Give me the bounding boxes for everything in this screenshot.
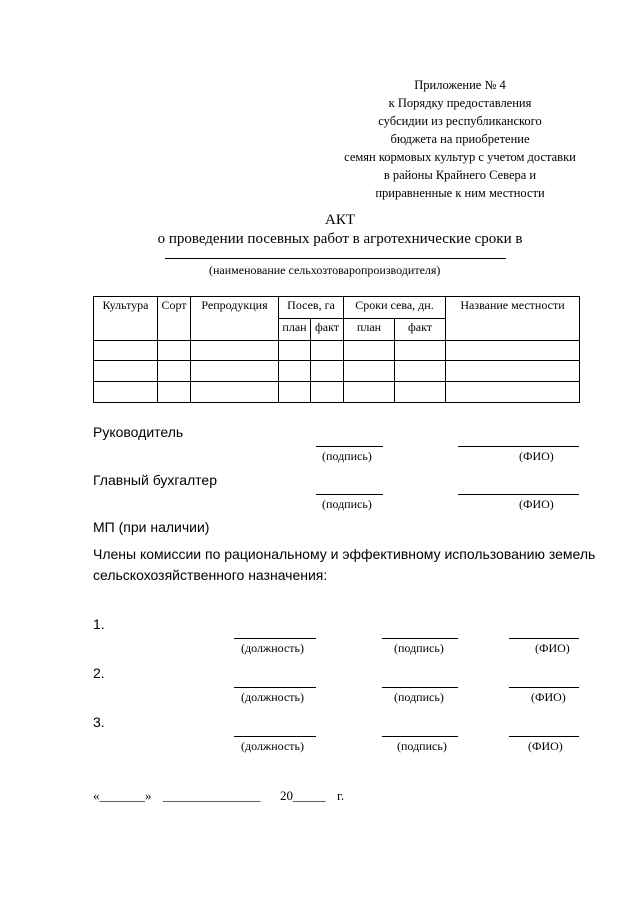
member-number: 3. (93, 714, 105, 730)
accountant-name-caption: (ФИО) (519, 497, 554, 511)
table-cell[interactable] (191, 382, 279, 403)
member-name-line[interactable] (509, 687, 579, 688)
table-cell[interactable] (279, 361, 311, 382)
act-subtitle: о проведении посевных работ в агротехнические сроки в (157, 231, 523, 247)
table-cell[interactable] (311, 361, 344, 382)
table-cell[interactable] (191, 341, 279, 361)
table-cell[interactable] (395, 341, 446, 361)
table-cell[interactable] (344, 382, 395, 403)
producer-caption: (наименование сельхозтоваропроизводителя) (209, 263, 441, 277)
appendix-block (320, 76, 600, 202)
table-cell[interactable] (158, 361, 191, 382)
table-cell[interactable] (158, 341, 191, 361)
member-signature-line[interactable] (382, 736, 458, 737)
member-signature-caption: (подпись) (394, 641, 444, 655)
date-suffix: г. (337, 788, 345, 803)
table-cell[interactable] (279, 382, 311, 403)
head-name-line[interactable] (458, 446, 579, 447)
appendix-line: семян кормовых культур с учетом доставки (344, 150, 576, 164)
date-month[interactable]: _______________ (163, 788, 261, 803)
member-position-line[interactable] (234, 736, 316, 737)
table-cell[interactable] (94, 341, 158, 361)
member-name-caption: (ФИО) (531, 690, 566, 704)
table-cell[interactable] (311, 341, 344, 361)
col-header-terms: Сроки сева, дн. (344, 297, 446, 319)
member-number: 1. (93, 616, 105, 632)
date-year[interactable]: 20_____ (280, 788, 326, 803)
sowing-table (93, 296, 580, 403)
table-row (94, 361, 580, 382)
subheader-fact: факт (311, 319, 344, 341)
accountant-signature-caption: (подпись) (322, 497, 372, 511)
member-name-caption: (ФИО) (535, 641, 570, 655)
member-position-line[interactable] (234, 687, 316, 688)
member-signature-line[interactable] (382, 638, 458, 639)
member-position-caption: (должность) (241, 739, 304, 753)
table-cell[interactable] (158, 382, 191, 403)
table-cell[interactable] (446, 382, 580, 403)
table-cell[interactable] (344, 361, 395, 382)
member-name-line[interactable] (509, 638, 579, 639)
col-header-culture: Культура (94, 297, 158, 341)
appendix-line: в районы Крайнего Севера и (383, 168, 537, 182)
stamp-label: МП (при наличии) (93, 519, 210, 535)
table-cell[interactable] (94, 361, 158, 382)
commission-heading-line2: сельскохозяйственного назначения: (93, 567, 328, 583)
member-name-line[interactable] (509, 736, 579, 737)
member-number: 2. (93, 665, 105, 681)
commission-heading-line1: Члены комиссии по рациональному и эффективному использованию земель (93, 546, 596, 562)
member-position-caption: (должность) (241, 690, 304, 704)
head-name-caption: (ФИО) (519, 449, 554, 463)
act-title: АКТ (325, 212, 355, 228)
member-signature-caption: (подпись) (394, 690, 444, 704)
head-label: Руководитель (93, 424, 184, 440)
appendix-line: Приложение № 4 (414, 78, 506, 92)
table-cell[interactable] (94, 382, 158, 403)
member-position-line[interactable] (234, 638, 316, 639)
appendix-line: приравненные к ним местности (375, 186, 545, 200)
accountant-label: Главный бухгалтер (93, 472, 217, 488)
table-cell[interactable] (279, 341, 311, 361)
col-header-sowing: Посев, га (279, 297, 344, 319)
col-header-reproduction: Репродукция (191, 297, 279, 341)
head-signature-caption: (подпись) (322, 449, 372, 463)
table-row (94, 382, 580, 403)
table-cell[interactable] (191, 361, 279, 382)
head-signature-line[interactable] (316, 446, 383, 447)
table-cell[interactable] (395, 382, 446, 403)
appendix-line: бюджета на приобретение (390, 132, 530, 146)
member-name-caption: (ФИО) (528, 739, 563, 753)
member-signature-caption: (подпись) (397, 739, 447, 753)
member-position-caption: (должность) (241, 641, 304, 655)
table-cell[interactable] (395, 361, 446, 382)
table-cell[interactable] (311, 382, 344, 403)
subheader-plan: план (279, 319, 311, 341)
accountant-name-line[interactable] (458, 494, 579, 495)
table-row (94, 341, 580, 361)
table-cell[interactable] (446, 361, 580, 382)
col-header-location: Название местности (446, 297, 580, 341)
date-day[interactable]: «_______» (93, 788, 152, 803)
producer-name-line[interactable] (165, 258, 506, 259)
table-cell[interactable] (344, 341, 395, 361)
subheader-plan: план (344, 319, 395, 341)
subheader-fact: факт (395, 319, 446, 341)
appendix-line: субсидии из республиканского (378, 114, 542, 128)
accountant-signature-line[interactable] (316, 494, 383, 495)
member-signature-line[interactable] (382, 687, 458, 688)
appendix-line: к Порядку предоставления (388, 96, 532, 110)
table-cell[interactable] (446, 341, 580, 361)
col-header-sort: Сорт (158, 297, 191, 341)
